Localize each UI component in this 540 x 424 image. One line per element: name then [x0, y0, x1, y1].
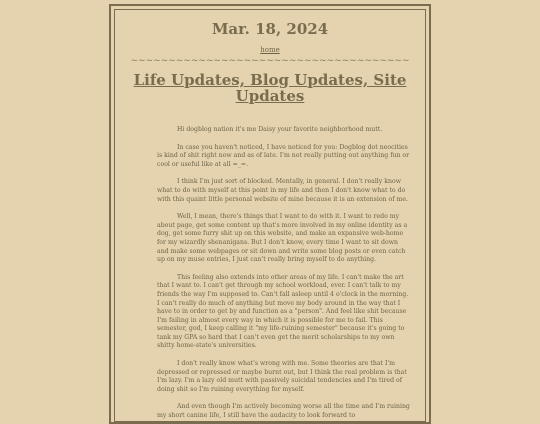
- page-frame: [109, 4, 431, 424]
- post-paragraph: I think I'm just sort of blocked. Mentally, in general. I don't really know what to do with myself at this point in my life and then I don't know what to do with this quaint little personal website of mine because it is an extension of me.: [157, 178, 408, 203]
- post-paragraph: In case you haven't noticed, I have noticed for you: Dogblog dot neocities is kind of shit right now and as of late. I'm not really putting out anything fun or cool or useful like at all =_=.: [157, 143, 410, 168]
- post-body: [157, 126, 411, 421]
- post-paragraph: Well, I mean, there's things that I want to do with it. I want to redo my about page, get some content up that's more involved in my online identity as a dog, get some furry shit up on this website, and make an expansive web-home for my wizardly shenanigans. But I don't know, every time I want to sit down and make some webpages or sit down and write some blog posts or even catch up on my muse entries, I just can't really bring myself to do anything.: [157, 213, 408, 264]
- post-paragraph: Hi dogblog nation it's me Daisy your favorite neighborhood mutt.: [177, 126, 383, 133]
- decorative-divider: ~~~~~~~~~~~~~~~~~~~~~~~~~~~~~~~~~~~~~: [130, 56, 410, 66]
- post-title: Life Updates, Blog Updates, Site Updates: [133, 71, 407, 105]
- post-paragraph: And even though I'm actively becoming worse all the time and I'm ruining my short canine life, I still have the audacity to look forward to: [157, 403, 410, 420]
- post-paragraph: This feeling also extends into other areas of my life. I can't make the art that I want to. I can't get through my school workload, ever. I can't talk to my friends the way I'm supposed to. Can't fall asleep until 4 o'clock in the morning. I can't really do much of anything but move my body around in the way that I have to in order to get by and function as a "person". And feel like shit because I'm failing in almost every way in which it is possible for me to fail. This semester, god, I keep calling it "my life-ruining semester" because it's going to tank my GPA so hard that I can't even get the merit scholarships to my own shitty home-state's universities.: [157, 273, 409, 350]
- page-date: Mar. 18, 2024: [211, 20, 329, 38]
- post-paragraph: I don't really know what's wrong with me. Some theories are that I'm depressed or repressed or maybe burnt out, but I think the real problem is that I'm lazy. I'm a lazy old mutt with passively suicidal tendencies and I'm tired of doing shit so I'm ruining everything for myself.: [157, 360, 407, 393]
- content-box: [114, 9, 426, 422]
- home-link[interactable]: home: [260, 46, 280, 54]
